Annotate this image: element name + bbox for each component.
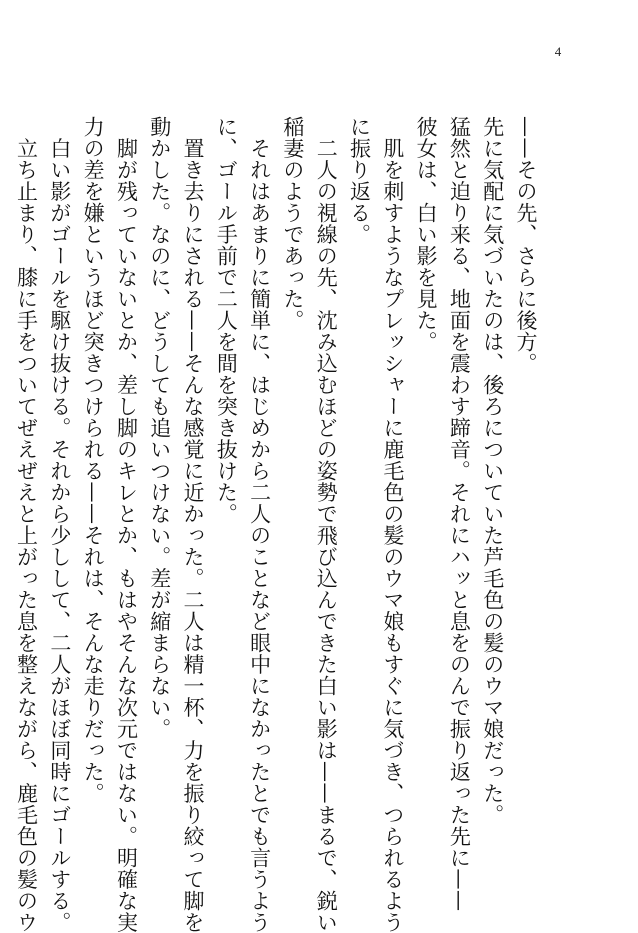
text-line: 立ち止まり、膝に手をついてぜえぜえと上がった息を整えながら、鹿毛色の髪のウ	[14, 116, 39, 933]
text-line: 動かした。なのに、どうしても追いつけない。差が縮まらない。	[147, 116, 172, 740]
text-line: 白い影がゴールを駆け抜ける。それから少しして、二人がほぼ同時にゴールする。	[47, 116, 72, 933]
text-line: 力の差を嫌というほど突きつけられる——それは、そんな走りだった。	[81, 116, 106, 804]
text-line: 猛然と迫り来る、地面を震わす蹄音。それにハッと息をのんで振り返った先に——	[447, 116, 472, 912]
text-line: 置き去りにされる——そんな感覚に近かった。二人は精一杯、力を振り絞って脚を	[181, 116, 206, 933]
text-line: に、ゴール手前で二人を間を突き抜けた。	[214, 116, 239, 525]
text-line: それはあまりに簡単に、はじめから二人のことなど眼中になかったとでも言うよう	[247, 116, 272, 933]
page-number: 4	[554, 44, 562, 59]
text-line: 二人の視線の先、沈み込むほどの姿勢で飛び込んできた白い影は——まるで、鋭い	[314, 116, 339, 933]
body-text	[9, 116, 542, 933]
text-line: ——その先、さらに後方。	[514, 116, 538, 374]
text-line: に振り返る。	[347, 116, 372, 245]
text-line: 稲妻のようであった。	[280, 116, 305, 331]
text-line: 彼女は、白い影を見た。	[414, 116, 439, 353]
text-line: 脚が残っていないとか、差し脚のキレとか、もはやそんな次元ではない。明確な実	[114, 116, 139, 933]
text-line: 先に気配に気づいたのは、後ろについていた芦毛色の髪のウマ娘だった。	[480, 116, 505, 826]
text-line: 肌を刺すようなプレッシャーに鹿毛色の髪のウマ娘もすぐに気づき、つられるよう	[380, 116, 405, 933]
